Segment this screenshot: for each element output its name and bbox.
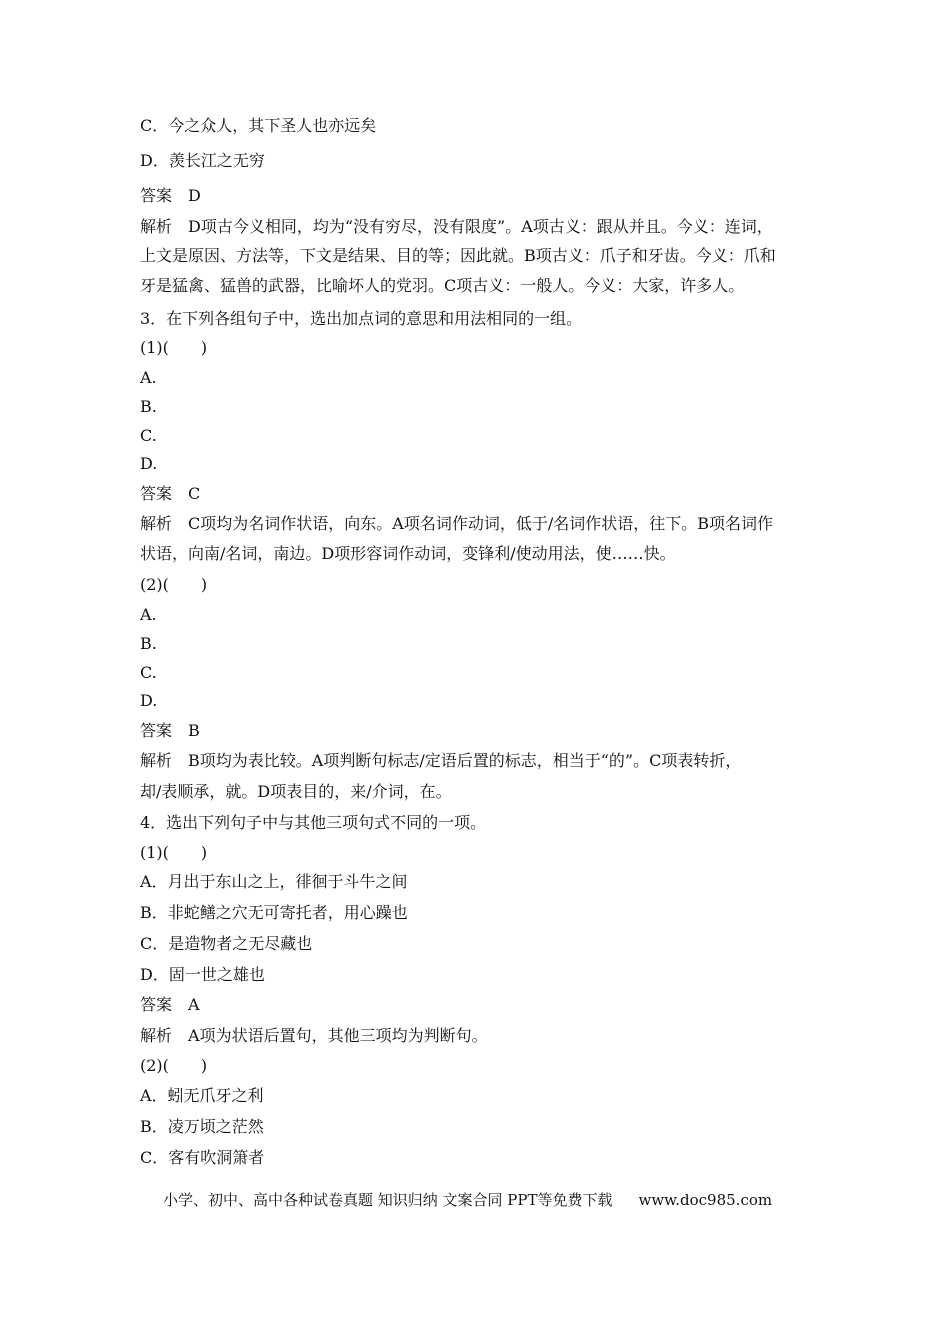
answer-label: 答案 [140,721,173,740]
answer-line [140,186,820,206]
answer-line [140,721,820,741]
option-line: C. [140,663,157,682]
option-line: D. [140,454,158,473]
option-line: B．凌万顷之茫然 [140,1117,264,1136]
analysis-line [140,217,820,237]
option-line: D．羡长江之无穷 [140,151,265,170]
analysis-text: D项古今义相同，均为“没有穷尽，没有限度”。A项古义：跟从并且。今义：连词， [188,217,773,236]
analysis-text: A项为状语后置句，其他三项均为判断句。 [188,1026,488,1045]
analysis-label: 解析 [140,217,173,236]
answer-label: 答案 [140,995,173,1014]
answer-value: D [188,186,201,205]
option-line: C．今之众人，其下圣人也亦远矣 [140,116,377,135]
option-line: A. [140,605,157,624]
option-line: D．固一世之雄也 [140,965,265,984]
analysis-label: 解析 [140,1026,173,1045]
footer-site-link[interactable]: www.doc985.com [638,1191,773,1209]
option-line: B. [140,397,157,416]
subquestion-line: (2)( ) [140,1056,208,1075]
answer-label: 答案 [140,186,173,205]
answer-value: C [188,484,201,503]
option-line: D. [140,691,158,710]
analysis-text: B项均为表比较。A项判断句标志/定语后置的标志，相当于“的”。C项表转折， [188,751,742,770]
page-footer [163,1190,772,1210]
analysis-text: C项均为名词作状语，向东。A项名词作动词，低于/名词作状语，往下。B项名词作 [188,514,773,533]
option-line: B. [140,634,157,653]
analysis-line: 状语，向南/名词，南边。D项形容词作动词，变锋利/使动用法，使……快。 [140,544,676,563]
option-line: A. [140,368,157,387]
option-line: C．客有吹洞箫者 [140,1148,265,1167]
analysis-line [140,1026,820,1046]
subquestion-line: (1)( ) [140,338,208,357]
answer-line [140,484,820,504]
answer-value: A [188,995,200,1014]
answer-line [140,995,820,1015]
question-line: 3．在下列各组句子中，选出加点词的意思和用法相同的一组。 [140,309,583,328]
option-line: B．非蛇鳝之穴无可寄托者，用心躁也 [140,903,408,922]
option-line: C. [140,426,157,445]
option-line: C．是造物者之无尽藏也 [140,934,313,953]
analysis-label: 解析 [140,751,173,770]
option-line: A．月出于东山之上，徘徊于斗牛之间 [140,872,408,891]
option-line: A．蚓无爪牙之利 [140,1086,264,1105]
footer-text: 小学、初中、高中各种试卷真题 知识归纳 文案合同 PPT等免费下载 [163,1191,613,1209]
subquestion-line: (2)( ) [140,575,208,594]
question-line: 4．选出下列句子中与其他三项句式不同的一项。 [140,813,487,832]
analysis-line [140,751,820,771]
analysis-label: 解析 [140,514,173,533]
answer-value: B [188,721,200,740]
subquestion-line: (1)( ) [140,843,208,862]
answer-label: 答案 [140,484,173,503]
analysis-line: 却/表顺承，就。D项表目的，来/介词，在。 [140,782,452,801]
analysis-line: 牙是猛禽、猛兽的武器，比喻坏人的党羽。C项古义：一般人。今义：大家，许多人。 [140,276,745,295]
analysis-line: 上文是原因、方法等，下文是结果、目的等；因此就。B项古义：爪子和牙齿。今义：爪和 [140,246,776,265]
analysis-line [140,514,820,534]
